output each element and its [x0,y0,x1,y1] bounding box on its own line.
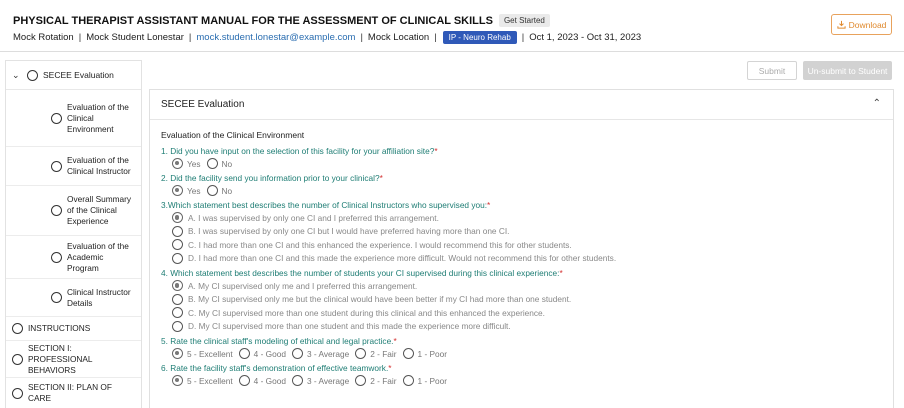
setting-badge: IP - Neuro Rehab [443,31,517,44]
question-label: 2. Did the facility send you information prior to your clinical?* [161,173,383,183]
panel-body [150,120,893,387]
sidebar-item-label: Evaluation of the Academic Program [67,240,129,273]
status-radio-icon [51,252,62,263]
radio-group [161,279,893,333]
sidebar-item-label: SECTION I: PROFESSIONAL BEHAVIORS [28,342,93,375]
status-radio-icon [51,292,62,303]
radio-option[interactable]: No [207,158,233,169]
radio-option[interactable]: A. I was supervised by only one CI and I preferred this arrangement. [172,211,893,225]
radio-option[interactable]: 4 - Good [239,375,286,386]
panel-title: SECEE Evaluation [161,99,245,110]
sidebar-item-label: Overall Summary of the Clinical Experience [67,194,132,226]
radio-option[interactable]: 4 - Good [239,348,286,359]
submit-button[interactable]: Submit [747,61,797,80]
rotation-meta [13,31,641,44]
radio-button[interactable] [355,348,366,359]
radio-button[interactable] [172,226,183,237]
status-radio-icon [51,161,62,172]
secee-evaluation-panel [149,89,894,408]
radio-button[interactable] [403,375,414,386]
radio-button[interactable] [207,185,218,196]
radio-button[interactable] [172,280,183,291]
separator: | [521,32,525,43]
download-label: Download [848,19,887,30]
radio-option[interactable]: 1 - Poor [403,348,448,359]
radio-button[interactable] [172,185,183,196]
sidebar-item-label: SECTION II: PLAN OF CARE [28,382,112,403]
download-icon [837,20,846,29]
status-radio-icon [12,323,23,334]
sidebar-item-label: Evaluation of the Clinical Instructor [67,155,131,176]
separator: | [434,32,437,43]
radio-button[interactable] [207,158,218,169]
date-range: Oct 1, 2023 - Oct 31, 2023 [529,32,642,43]
status-radio-icon [51,113,62,124]
panel-header[interactable] [150,90,893,120]
radio-button[interactable] [172,321,183,332]
radio-button[interactable] [172,307,183,318]
radio-button[interactable] [172,375,183,386]
radio-button[interactable] [172,294,183,305]
separator: | [360,32,363,43]
page-title: PHYSICAL THERAPIST ASSISTANT MANUAL FOR THE ASSESSMENT OF CLINICAL SKILLS [13,14,493,27]
radio-button[interactable] [239,348,250,359]
sidebar-item-ci-details[interactable] [6,279,141,317]
radio-button[interactable] [292,348,303,359]
radio-option[interactable]: 2 - Fair [355,348,396,359]
sidebar-item-label: Evaluation of the Clinical Environment [67,101,129,134]
sidebar-item-label: INSTRUCTIONS [28,323,91,333]
radio-group [161,184,893,197]
sidebar-item-professional-behaviors[interactable] [6,341,141,378]
radio-option[interactable]: 3 - Average [292,375,349,386]
radio-option[interactable]: C. My CI supervised more than one student during this clinical and this enhanced the experience. [172,306,893,320]
radio-button[interactable] [355,375,366,386]
radio-group [161,157,893,170]
question-label: 6. Rate the facility staff's demonstration of effective teamwork.* [161,363,392,373]
radio-group [161,374,893,387]
sidebar [5,60,142,408]
status-radio-icon [51,205,62,216]
sidebar-item-overall-summary[interactable] [6,186,141,236]
question-label: 5. Rate the clinical staff's modeling of ethical and legal practice.* [161,336,397,346]
radio-option[interactable]: D. I had more than one CI and this made the experience more difficult. Would not recommend this for other students. [172,252,893,266]
radio-option[interactable]: D. My CI supervised more than one student and this made the experience more difficult. [172,320,893,334]
question-label: 1. Did you have input on the selection of this facility for your affiliation site?* [161,146,438,156]
radio-button[interactable] [172,348,183,359]
chevron-down-icon[interactable]: ⌄ [12,69,20,80]
radio-option[interactable]: 5 - Excellent [172,348,233,359]
chevron-up-icon[interactable]: ⌃ [872,98,881,109]
radio-group [161,347,893,360]
sidebar-item-instructions[interactable] [6,317,141,341]
radio-button[interactable] [172,239,183,250]
separator: | [78,32,82,43]
radio-option[interactable]: 2 - Fair [355,375,396,386]
student-email-link[interactable]: mock.student.lonestar@example.com [196,32,356,43]
radio-option[interactable]: A. My CI supervised only me and I preferred this arrangement. [172,279,893,293]
title-row [13,14,550,27]
radio-option[interactable]: 5 - Excellent [172,375,233,386]
radio-option[interactable]: B. My CI supervised only me but the clinical would have been better if my CI had more than one student. [172,293,893,307]
radio-button[interactable] [403,348,414,359]
question-label: 3.Which statement best describes the number of Clinical Instructors who supervised you:* [161,200,491,210]
student-name: Mock Student Lonestar [86,32,184,43]
radio-button[interactable] [292,375,303,386]
radio-option[interactable]: Yes [172,158,201,169]
question-label: 4. Which statement best describes the number of students your CI supervised during this clinical experience:* [161,268,563,278]
radio-button[interactable] [172,253,183,264]
radio-option[interactable]: C. I had more than one CI and this enhanced the experience. I would recommend this for other students. [172,238,893,252]
radio-button[interactable] [239,375,250,386]
sidebar-item-clinical-instructor[interactable] [6,147,141,186]
location-name: Mock Location [367,32,430,43]
status-radio-icon [12,354,23,365]
radio-button[interactable] [172,158,183,169]
radio-button[interactable] [172,212,183,223]
status-radio-icon [27,70,38,81]
unsubmit-to-student-button[interactable]: Un-submit to Student [803,61,892,80]
radio-option[interactable]: 1 - Poor [403,375,448,386]
rotation-name: Mock Rotation [13,32,74,43]
status-radio-icon [12,388,23,399]
sidebar-item-label: SECEE Evaluation [43,70,114,80]
radio-group [161,211,893,265]
sidebar-item-secee-evaluation[interactable] [6,61,141,90]
get-started-badge[interactable]: Get Started [499,14,550,27]
sidebar-item-plan-of-care[interactable] [6,378,141,408]
sidebar-item-label: Clinical Instructor Details [67,286,131,308]
radio-option[interactable]: Yes [172,185,201,196]
radio-option[interactable]: B. I was supervised by only one CI but I would have preferred having more than one CI. [172,225,893,239]
download-button[interactable] [831,14,892,35]
sidebar-item-clinical-environment[interactable] [6,90,141,147]
separator: | [188,32,192,43]
page-header [0,0,904,52]
section-title: Evaluation of the Clinical Environment [161,130,305,140]
radio-option[interactable]: 3 - Average [292,348,349,359]
radio-option[interactable]: No [207,185,233,196]
sidebar-item-academic-program[interactable] [6,236,141,279]
